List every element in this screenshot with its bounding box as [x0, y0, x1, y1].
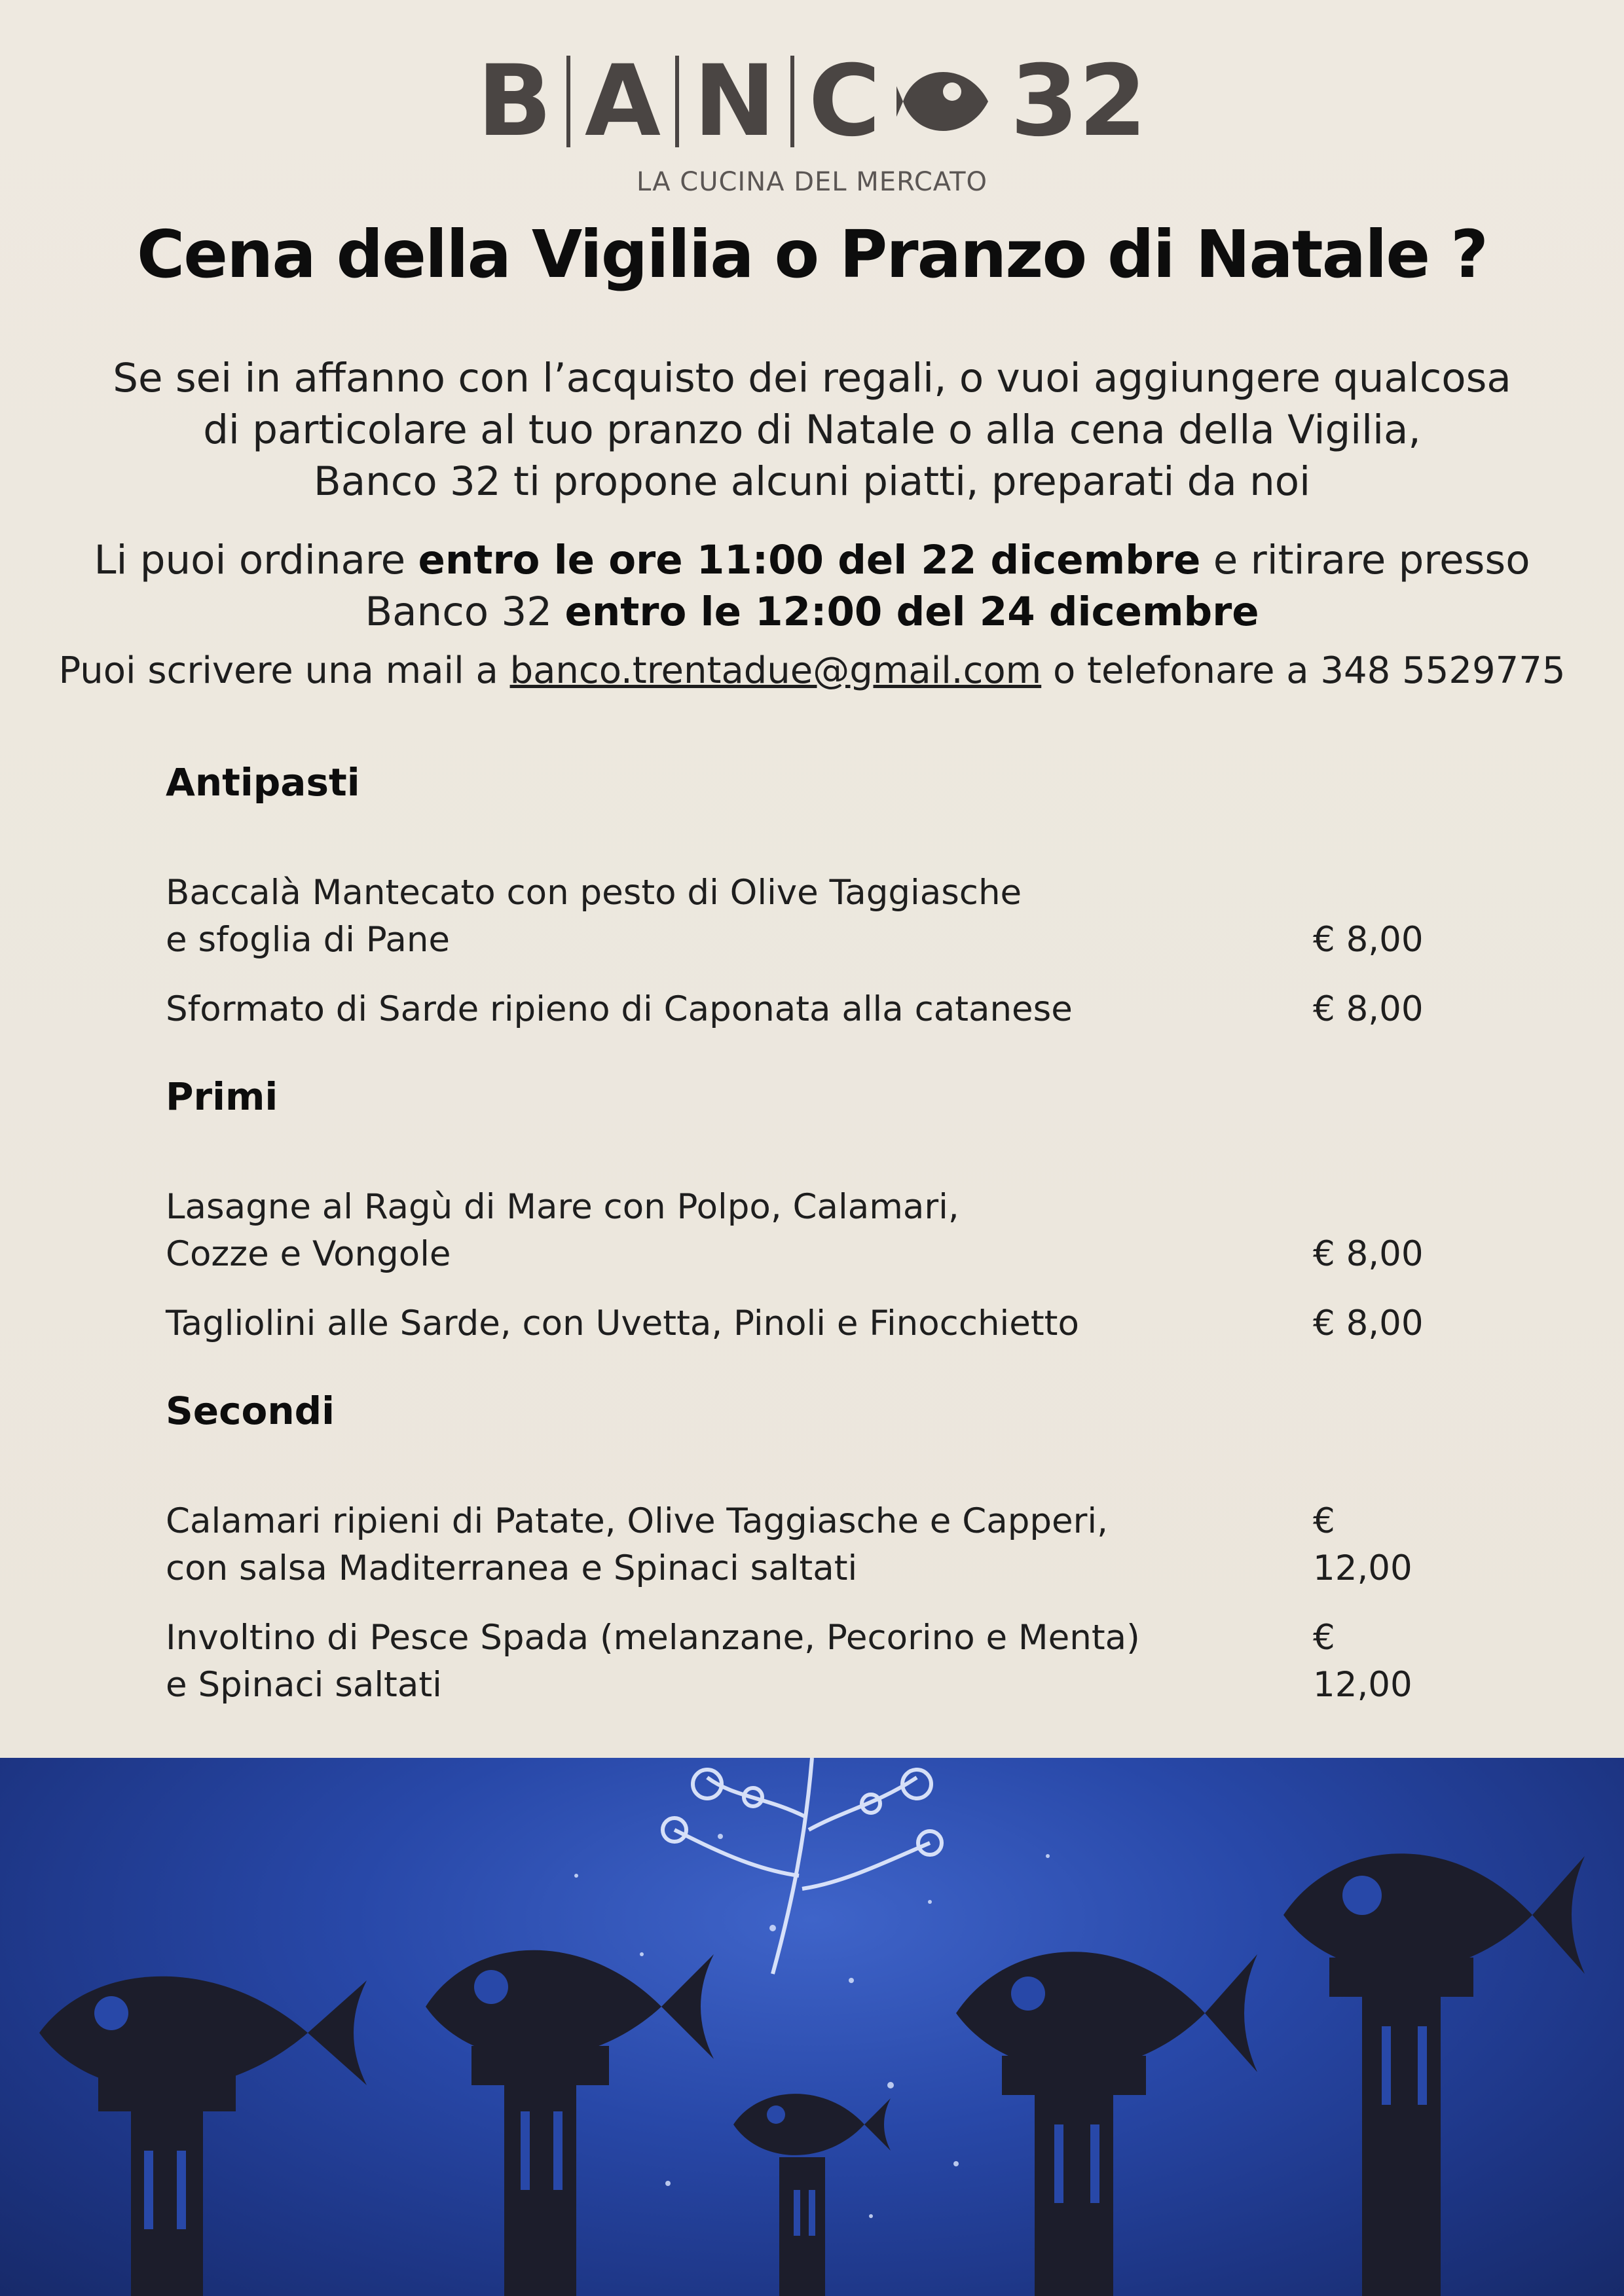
intro-line: di particolare al tuo pranzo di Natale o alla cena della Vigilia, [203, 407, 1421, 453]
dish-name: Calamari ripieni di Patate, Olive Taggiasche e Capperi, con salsa Maditerranea e Spinaci saltati [166, 1501, 1108, 1588]
logo-wordmark [0, 45, 1624, 158]
dish-name: Baccalà Mantecato con pesto di Olive Taggiasche e sfoglia di Pane [166, 873, 1022, 960]
tree-icon [663, 1758, 942, 1974]
order-text: Banco 32 [365, 589, 565, 635]
logo-separator [790, 56, 794, 147]
section-antipasti [166, 759, 1475, 1033]
intro-line: Se sei in affanno con l’acquisto dei regali, o vuoi aggiungere qualcosa [113, 355, 1511, 401]
page-title: Cena della Vigilia o Pranzo di Natale ? [136, 216, 1488, 293]
dish-item [166, 986, 1475, 1033]
order-info [0, 534, 1624, 638]
logo-separator [566, 56, 570, 147]
dish-item [166, 1498, 1475, 1592]
fish-logo-icon [896, 52, 995, 151]
dish-name: Tagliolini alle Sarde, con Uvetta, Pinoli e Finocchietto [166, 1303, 1079, 1343]
email-link[interactable]: banco.trentadue@gmail.com [509, 649, 1042, 692]
logo-letter-b: B [477, 45, 552, 158]
order-deadline: entro le ore 11:00 del 22 dicembre [418, 537, 1201, 583]
logo-letter-c: C [808, 45, 881, 158]
order-text: Li puoi ordinare [94, 537, 418, 583]
order-text: e ritirare presso [1200, 537, 1530, 583]
dish-item [166, 1184, 1475, 1278]
dish-name: Sformato di Sarde ripieno di Caponata alla catanese [166, 989, 1073, 1029]
section-title: Antipasti [166, 760, 360, 805]
section-primi [166, 1074, 1475, 1347]
menu-list [166, 759, 1475, 1749]
logo [0, 26, 1624, 197]
logo-letter-n: N [693, 45, 776, 158]
pickup-deadline: entro le 12:00 del 24 dicembre [564, 589, 1259, 635]
logo-letter-a: A [584, 45, 661, 158]
dish-price: € 12,00 [1313, 1618, 1412, 1705]
dish-item [166, 1300, 1475, 1347]
decorative-banner [0, 1758, 1624, 2296]
logo-separator [675, 56, 679, 147]
dish-price: € 8,00 [1313, 1234, 1424, 1274]
dish-price: € 12,00 [1313, 1501, 1412, 1588]
dish-price: € 8,00 [1313, 1303, 1424, 1343]
contact-info [0, 648, 1624, 694]
dish-price: € 8,00 [1313, 989, 1424, 1029]
fish-forks-illustration [0, 1758, 1624, 2296]
dish-price: € 8,00 [1313, 920, 1424, 960]
section-secondi [166, 1388, 1475, 1709]
intro-text [0, 352, 1624, 507]
phone-text: o telefonare a 348 5529775 [1041, 649, 1566, 692]
dish-item [166, 1614, 1475, 1709]
intro-line: Banco 32 ti propone alcuni piatti, preparati da noi [313, 458, 1311, 505]
section-title: Secondi [166, 1389, 335, 1433]
order-line [0, 586, 1624, 638]
dish-item [166, 869, 1475, 964]
logo-number: 32 [1010, 45, 1147, 158]
section-title: Primi [166, 1074, 278, 1119]
logo-subtitle: LA CUCINA DEL MERCATO [637, 167, 987, 197]
dish-name: Lasagne al Ragù di Mare con Polpo, Calamari, Cozze e Vongole [166, 1187, 959, 1274]
contact-text: Puoi scrivere una mail a [58, 649, 510, 692]
order-line [0, 534, 1624, 586]
dish-name: Involtino di Pesce Spada (melanzane, Pecorino e Menta) e Spinaci saltati [166, 1618, 1140, 1705]
